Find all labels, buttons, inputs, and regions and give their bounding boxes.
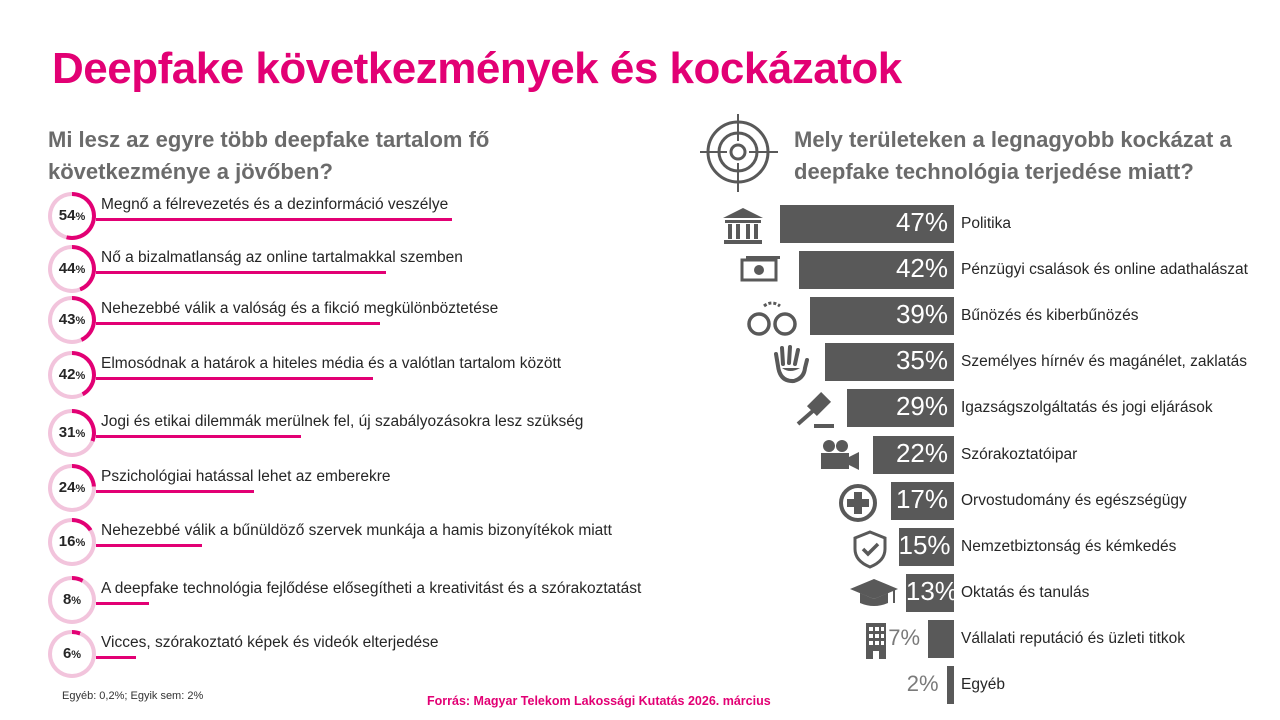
- risk-row: [700, 251, 1280, 289]
- value-bar-line: [96, 435, 301, 438]
- shield-icon: [850, 529, 890, 574]
- risk-row: [700, 436, 1280, 474]
- risk-label: Bűnözés és kiberbűnözés: [961, 307, 1139, 324]
- consequence-row: [48, 630, 688, 678]
- risk-label: Politika: [961, 215, 1011, 232]
- risk-row: [700, 389, 1280, 427]
- donut-percent-sign: %: [75, 264, 86, 276]
- risk-bar: [947, 666, 954, 704]
- target-icon: [700, 114, 780, 199]
- risk-bar-value: 22%: [895, 438, 948, 468]
- office-building-icon: [860, 621, 890, 666]
- donut-percent-sign: %: [75, 483, 86, 495]
- risk-row: [700, 620, 1280, 658]
- donut-value-number: 44: [58, 260, 76, 277]
- donut-value-label: [48, 311, 96, 328]
- consequence-label: Nehezebbé válik a bűnüldöző szervek munkája a hamis bizonyítékok miatt: [101, 522, 612, 539]
- donut-percent-sign: %: [71, 649, 82, 661]
- value-bar-line: [96, 602, 149, 605]
- risk-bar-value: 39%: [895, 299, 948, 329]
- left-subtitle: [48, 124, 518, 188]
- risk-label: Egyéb: [961, 676, 1005, 693]
- donut-value-label: [48, 207, 96, 224]
- donut-percent-sign: %: [75, 315, 86, 327]
- value-bar-line: [96, 218, 452, 221]
- footnote: Egyéb: 0,2%; Egyik sem: 2%: [62, 690, 204, 702]
- donut-value-number: 42: [58, 366, 76, 383]
- left-subtitle-line1: Mi lesz az egyre több deepfake tartalom fő: [48, 127, 490, 152]
- donut-value-label: [48, 424, 96, 441]
- value-bar-line: [96, 271, 386, 274]
- risk-bar-value: 35%: [895, 345, 948, 375]
- bank-icon: [721, 206, 765, 251]
- consequence-row: [48, 192, 688, 240]
- camera-icon: [817, 437, 861, 478]
- consequence-label: Pszichológiai hatással lehet az emberekre: [101, 468, 391, 485]
- risk-bar-value: 29%: [895, 391, 948, 421]
- donut-value-number: 8: [62, 591, 72, 608]
- donut-value-number: 24: [58, 479, 76, 496]
- donut-value-label: [48, 479, 96, 496]
- money-icon: [738, 252, 782, 293]
- consequence-label: Nehezebbé válik a valóság és a fikció megkülönböztetése: [101, 300, 499, 317]
- consequence-label: A deepfake technológia fejlődése elősegítheti a kreativitást és a szórakoztatást: [101, 580, 642, 597]
- consequence-row: [48, 296, 688, 344]
- risk-row: [700, 482, 1280, 520]
- risk-bar-value: 42%: [895, 253, 948, 283]
- donut-value-label: [48, 366, 96, 383]
- risk-bar-value: 15%: [898, 530, 951, 560]
- risk-row: [700, 574, 1280, 612]
- donut-percent-sign: %: [75, 428, 86, 440]
- donut-percent-sign: %: [75, 211, 86, 223]
- value-bar-line: [96, 656, 136, 659]
- donut-value-number: 16: [58, 533, 76, 550]
- handcuffs-icon: [746, 298, 798, 343]
- consequence-label: Elmosódnak a határok a hiteles média és a valótlan tartalom között: [101, 355, 562, 372]
- consequence-label: Megnő a félrevezetés és a dezinformáció veszélye: [101, 196, 449, 213]
- hand-icon: [770, 344, 810, 389]
- consequence-row: [48, 351, 688, 399]
- consequence-row: [48, 576, 688, 624]
- right-subtitle: [794, 124, 1264, 188]
- left-subtitle-line2: következménye a jövőben?: [48, 159, 333, 184]
- risk-label: Oktatás és tanulás: [961, 584, 1090, 601]
- value-bar-line: [96, 544, 202, 547]
- right-subtitle-line1: Mely területeken a legnagyobb kockázat a: [794, 127, 1232, 152]
- risk-row: [700, 528, 1280, 566]
- risk-row: [700, 343, 1280, 381]
- risk-label: Igazságszolgáltatás és jogi eljárások: [961, 399, 1213, 416]
- risk-label: Személyes hírnév és magánélet, zaklatás: [961, 353, 1248, 370]
- risk-bar-value: 47%: [895, 207, 948, 237]
- consequence-row: [48, 518, 688, 566]
- page-title: Deepfake következmények és kockázatok: [52, 44, 902, 93]
- risk-label: Orvostudomány és egészségügy: [961, 492, 1187, 509]
- risk-bar-value: 7%: [888, 625, 921, 650]
- risk-bar-value: 13%: [905, 576, 958, 606]
- gavel-icon: [794, 390, 838, 435]
- right-subtitle-line2: deepfake technológia terjedése miatt?: [794, 159, 1194, 184]
- graduation-cap-icon: [848, 575, 900, 616]
- donut-value-number: 31: [58, 424, 76, 441]
- risk-label: Nemzetbiztonság és kémkedés: [961, 538, 1177, 555]
- consequence-label: Jogi és etikai dilemmák merülnek fel, új szabályozásokra lesz szükség: [101, 413, 584, 430]
- risk-bar-value: 17%: [895, 484, 948, 514]
- donut-value-label: [48, 260, 96, 277]
- donut-value-label: [48, 591, 96, 608]
- medical-cross-icon: [836, 483, 880, 528]
- value-bar-line: [96, 322, 380, 325]
- risk-bar: [928, 620, 954, 658]
- risk-row: [700, 297, 1280, 335]
- consequence-label: Vicces, szórakoztató képek és videók elterjedése: [101, 634, 439, 651]
- risk-label: Vállalati reputáció és üzleti titkok: [961, 630, 1186, 647]
- donut-percent-sign: %: [71, 595, 82, 607]
- donut-percent-sign: %: [75, 537, 86, 549]
- donut-value-label: [48, 533, 96, 550]
- risk-label: Szórakoztatóipar: [961, 446, 1078, 463]
- donut-value-number: 54: [58, 207, 76, 224]
- donut-percent-sign: %: [75, 370, 86, 382]
- value-bar-line: [96, 377, 373, 380]
- risk-bar-value: 2%: [906, 671, 939, 696]
- risk-row: [700, 205, 1280, 243]
- donut-value-label: [48, 645, 96, 662]
- risk-label: Pénzügyi csalások és online adathalászat: [961, 261, 1248, 278]
- value-bar-line: [96, 490, 254, 493]
- consequence-row: [48, 464, 688, 512]
- consequence-row: [48, 245, 688, 293]
- source-note: Forrás: Magyar Telekom Lakossági Kutatás 2026. március: [427, 694, 771, 708]
- consequence-row: [48, 409, 688, 457]
- consequence-label: Nő a bizalmatlanság az online tartalmakkal szemben: [101, 249, 463, 266]
- donut-value-number: 6: [62, 645, 72, 662]
- risk-row: [700, 666, 1280, 704]
- donut-value-number: 43: [58, 311, 76, 328]
